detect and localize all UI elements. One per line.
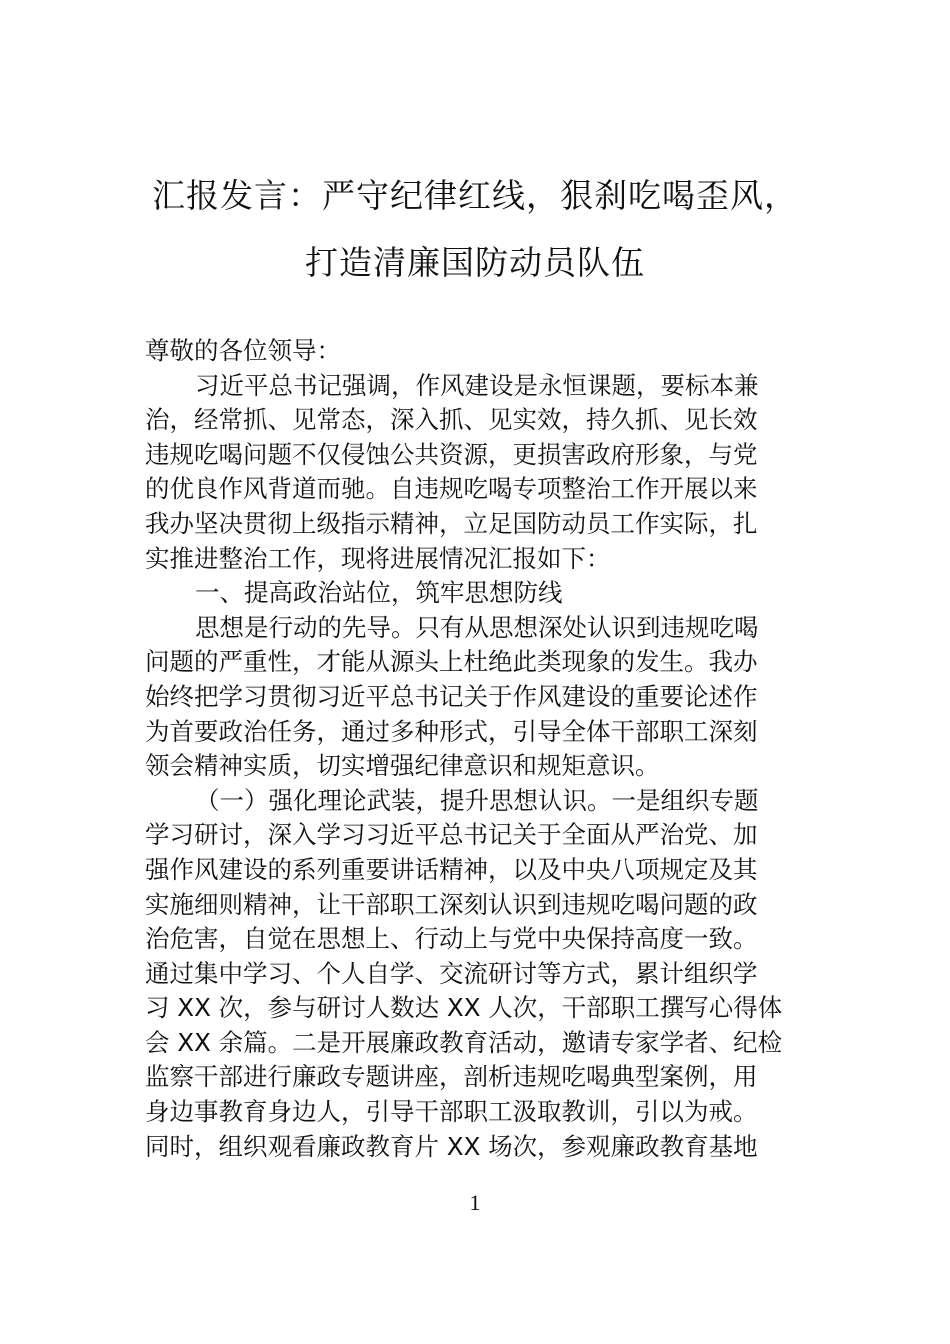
paragraph-line: 我办坚决贯彻上级指示精神，立足国防动员工作实际，扎 [145, 508, 758, 538]
paragraph-line: 同时，组织观看廉政教育片 XX 场次，参观廉政教育基地 [145, 1131, 758, 1161]
section-heading: 一、提高政治站位，筑牢思想防线 [195, 578, 563, 608]
paragraph-line: 强作风建设的系列重要讲话精神，以及中央八项规定及其 [145, 854, 758, 884]
document-title-line-2: 打造清廉国防动员队伍 [305, 243, 645, 282]
salutation: 尊敬的各位领导： [145, 336, 341, 365]
paragraph-line: 思想是行动的先导。只有从思想深处认识到违规吃喝 [195, 612, 759, 642]
document-body [145, 334, 807, 1164]
paragraph-line: 会 XX 余篇。二是开展廉政教育活动，邀请专家学者、纪检 [145, 1027, 783, 1057]
paragraph-line: 身边事教育身边人，引导干部职工汲取教训，引以为戒。 [145, 1097, 758, 1127]
paragraph-line: 学习研讨，深入学习习近平总书记关于全面从严治党、加 [145, 820, 758, 850]
paragraph-line: 实施细则精神，让干部职工深刻认识到违规吃喝问题的政 [145, 889, 758, 919]
paragraph-line: 习 XX 次，参与研讨人数达 XX 人次，干部职工撰写心得体 [145, 993, 783, 1023]
paragraph-line: 治，经常抓、见常态，深入抓、见实效，持久抓、见长效 [145, 405, 758, 435]
paragraph-line: 始终把学习贯彻习近平总书记关于作风建设的重要论述作 [145, 681, 758, 711]
paragraph-line: 治危害，自觉在思想上、行动上与党中央保持高度一致。 [145, 924, 758, 954]
document-title-line-1: 汇报发言：严守纪律红线，狠刹吃喝歪风， [152, 176, 798, 215]
paragraph-line: 问题的严重性，才能从源头上杜绝此类现象的发生。我办 [145, 647, 758, 677]
page-number: 1 [469, 1190, 481, 1215]
paragraph-line: 为首要政治任务，通过多种形式，引导全体干部职工深刻 [145, 716, 758, 746]
subsection-line: （一）强化理论武装，提升思想认识。一是组织专题 [195, 785, 759, 815]
paragraph-line: 领会精神实质，切实增强纪律意识和规矩意识。 [145, 751, 660, 781]
paragraph-line: 监察干部进行廉政专题讲座，剖析违规吃喝典型案例，用 [145, 1062, 758, 1092]
paragraph-line: 实推进整治工作，现将进展情况汇报如下： [145, 543, 611, 573]
paragraph-line: 通过集中学习、个人自学、交流研讨等方式，累计组织学 [145, 958, 758, 988]
paragraph-line: 违规吃喝问题不仅侵蚀公共资源，更损害政府形象，与党 [145, 439, 758, 469]
paragraph-line: 习近平总书记强调，作风建设是永恒课题，要标本兼 [195, 370, 759, 400]
paragraph-line: 的优良作风背道而驰。自违规吃喝专项整治工作开展以来 [145, 474, 758, 504]
